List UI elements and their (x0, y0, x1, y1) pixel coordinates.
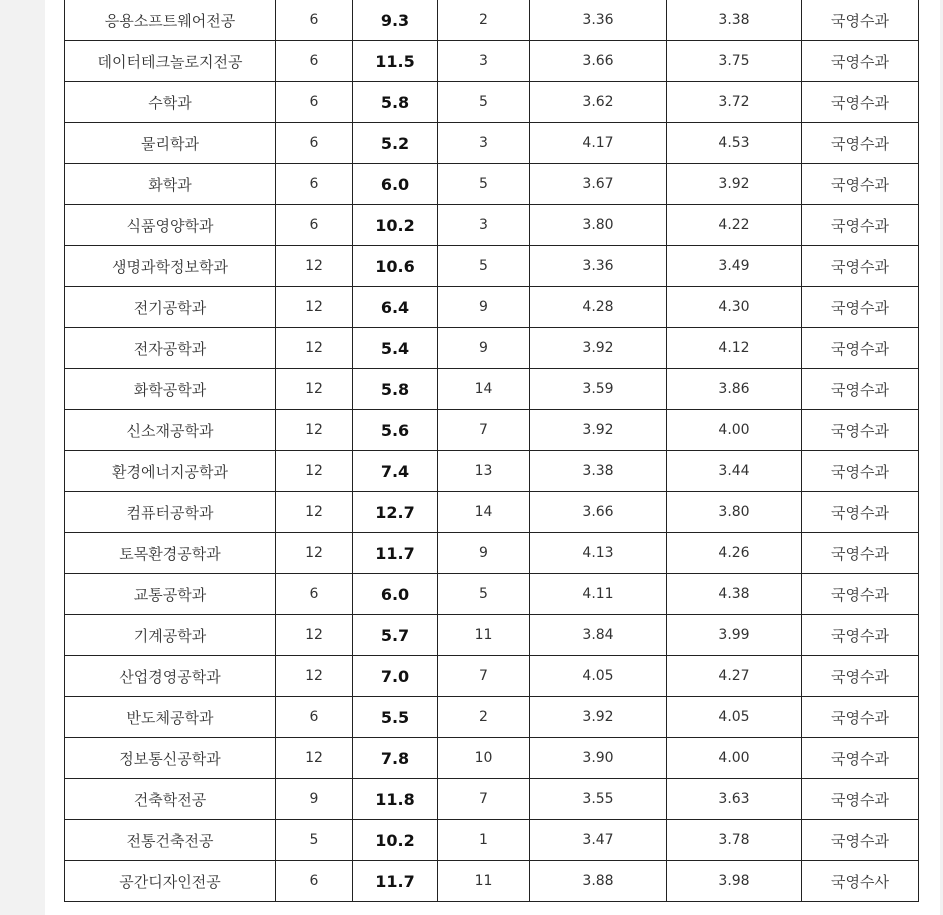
department-cell: 산업경영공학과 (65, 656, 276, 697)
average-grade-cell: 3.92 (530, 328, 667, 369)
competition-ratio-cell: 10.2 (353, 820, 438, 861)
department-cell: 생명과학정보학과 (65, 246, 276, 287)
competition-ratio-cell: 5.4 (353, 328, 438, 369)
waitlist-rank-cell: 9 (438, 287, 530, 328)
waitlist-rank-cell: 5 (438, 574, 530, 615)
cutoff-grade-cell: 3.38 (667, 0, 802, 41)
cutoff-grade-cell: 3.78 (667, 820, 802, 861)
department-cell: 토목환경공학과 (65, 533, 276, 574)
quota-cell: 12 (276, 328, 353, 369)
table-row (65, 820, 919, 861)
cutoff-grade-cell: 4.38 (667, 574, 802, 615)
waitlist-rank-cell: 7 (438, 779, 530, 820)
department-cell: 화학과 (65, 164, 276, 205)
department-cell: 기계공학과 (65, 615, 276, 656)
table-row (65, 328, 919, 369)
department-cell: 응용소프트웨어전공 (65, 0, 276, 41)
cutoff-grade-cell: 3.49 (667, 246, 802, 287)
department-cell: 수학과 (65, 82, 276, 123)
average-grade-cell: 3.88 (530, 861, 667, 902)
table-row (65, 451, 919, 492)
department-cell: 환경에너지공학과 (65, 451, 276, 492)
quota-cell: 6 (276, 82, 353, 123)
table-row (65, 615, 919, 656)
reflected-subjects-cell: 국영수과 (802, 410, 919, 451)
waitlist-rank-cell: 5 (438, 82, 530, 123)
average-grade-cell: 4.13 (530, 533, 667, 574)
waitlist-rank-cell: 1 (438, 820, 530, 861)
waitlist-rank-cell: 2 (438, 697, 530, 738)
reflected-subjects-cell: 국영수과 (802, 41, 919, 82)
reflected-subjects-cell: 국영수과 (802, 615, 919, 656)
table-row (65, 205, 919, 246)
table-row (65, 246, 919, 287)
average-grade-cell: 4.05 (530, 656, 667, 697)
reflected-subjects-cell: 국영수과 (802, 287, 919, 328)
reflected-subjects-cell: 국영수과 (802, 164, 919, 205)
department-cell: 화학공학과 (65, 369, 276, 410)
quota-cell: 6 (276, 861, 353, 902)
cutoff-grade-cell: 3.63 (667, 779, 802, 820)
department-cell: 교통공학과 (65, 574, 276, 615)
table-row (65, 164, 919, 205)
table-row (65, 123, 919, 164)
table-row (65, 779, 919, 820)
waitlist-rank-cell: 10 (438, 738, 530, 779)
average-grade-cell: 3.66 (530, 41, 667, 82)
reflected-subjects-cell: 국영수과 (802, 369, 919, 410)
cutoff-grade-cell: 3.99 (667, 615, 802, 656)
competition-ratio-cell: 5.7 (353, 615, 438, 656)
waitlist-rank-cell: 3 (438, 205, 530, 246)
quota-cell: 6 (276, 164, 353, 205)
average-grade-cell: 3.36 (530, 246, 667, 287)
reflected-subjects-cell: 국영수과 (802, 656, 919, 697)
cutoff-grade-cell: 4.05 (667, 697, 802, 738)
table-body (65, 0, 919, 902)
reflected-subjects-cell: 국영수과 (802, 533, 919, 574)
quota-cell: 6 (276, 205, 353, 246)
quota-cell: 12 (276, 492, 353, 533)
waitlist-rank-cell: 13 (438, 451, 530, 492)
waitlist-rank-cell: 5 (438, 246, 530, 287)
waitlist-rank-cell: 11 (438, 615, 530, 656)
cutoff-grade-cell: 3.80 (667, 492, 802, 533)
competition-ratio-cell: 10.2 (353, 205, 438, 246)
table-row (65, 861, 919, 902)
quota-cell: 6 (276, 574, 353, 615)
table-row (65, 410, 919, 451)
quota-cell: 6 (276, 697, 353, 738)
quota-cell: 12 (276, 451, 353, 492)
reflected-subjects-cell: 국영수과 (802, 0, 919, 41)
department-cell: 데이터테크놀로지전공 (65, 41, 276, 82)
quota-cell: 12 (276, 533, 353, 574)
department-cell: 전자공학과 (65, 328, 276, 369)
table-row (65, 369, 919, 410)
quota-cell: 12 (276, 738, 353, 779)
average-grade-cell: 3.67 (530, 164, 667, 205)
competition-ratio-cell: 5.5 (353, 697, 438, 738)
waitlist-rank-cell: 2 (438, 0, 530, 41)
quota-cell: 6 (276, 123, 353, 164)
waitlist-rank-cell: 7 (438, 410, 530, 451)
competition-ratio-cell: 6.0 (353, 164, 438, 205)
department-cell: 공간디자인전공 (65, 861, 276, 902)
waitlist-rank-cell: 11 (438, 861, 530, 902)
department-cell: 컴퓨터공학과 (65, 492, 276, 533)
waitlist-rank-cell: 3 (438, 41, 530, 82)
quota-cell: 5 (276, 820, 353, 861)
cutoff-grade-cell: 4.12 (667, 328, 802, 369)
cutoff-grade-cell: 4.00 (667, 738, 802, 779)
table-row (65, 574, 919, 615)
cutoff-grade-cell: 3.44 (667, 451, 802, 492)
table-row (65, 287, 919, 328)
competition-ratio-cell: 5.6 (353, 410, 438, 451)
average-grade-cell: 3.55 (530, 779, 667, 820)
cutoff-grade-cell: 4.26 (667, 533, 802, 574)
table-row (65, 492, 919, 533)
table-row (65, 697, 919, 738)
competition-ratio-cell: 6.4 (353, 287, 438, 328)
average-grade-cell: 4.17 (530, 123, 667, 164)
cutoff-grade-cell: 3.86 (667, 369, 802, 410)
cutoff-grade-cell: 3.72 (667, 82, 802, 123)
cutoff-grade-cell: 4.53 (667, 123, 802, 164)
department-cell: 전통건축전공 (65, 820, 276, 861)
average-grade-cell: 3.47 (530, 820, 667, 861)
competition-ratio-cell: 11.7 (353, 861, 438, 902)
waitlist-rank-cell: 7 (438, 656, 530, 697)
average-grade-cell: 3.36 (530, 0, 667, 41)
waitlist-rank-cell: 5 (438, 164, 530, 205)
reflected-subjects-cell: 국영수과 (802, 820, 919, 861)
competition-ratio-cell: 10.6 (353, 246, 438, 287)
admission-results-table (64, 0, 919, 902)
competition-ratio-cell: 11.5 (353, 41, 438, 82)
table-row (65, 0, 919, 41)
reflected-subjects-cell: 국영수과 (802, 451, 919, 492)
average-grade-cell: 3.38 (530, 451, 667, 492)
waitlist-rank-cell: 3 (438, 123, 530, 164)
average-grade-cell: 3.84 (530, 615, 667, 656)
waitlist-rank-cell: 9 (438, 533, 530, 574)
cutoff-grade-cell: 4.00 (667, 410, 802, 451)
reflected-subjects-cell: 국영수과 (802, 123, 919, 164)
department-cell: 반도체공학과 (65, 697, 276, 738)
competition-ratio-cell: 7.0 (353, 656, 438, 697)
reflected-subjects-cell: 국영수과 (802, 246, 919, 287)
quota-cell: 6 (276, 41, 353, 82)
quota-cell: 6 (276, 0, 353, 41)
reflected-subjects-cell: 국영수과 (802, 492, 919, 533)
competition-ratio-cell: 9.3 (353, 0, 438, 41)
reflected-subjects-cell: 국영수과 (802, 738, 919, 779)
average-grade-cell: 3.92 (530, 410, 667, 451)
department-cell: 식품영양학과 (65, 205, 276, 246)
competition-ratio-cell: 12.7 (353, 492, 438, 533)
quota-cell: 12 (276, 615, 353, 656)
cutoff-grade-cell: 3.98 (667, 861, 802, 902)
department-cell: 전기공학과 (65, 287, 276, 328)
quota-cell: 12 (276, 656, 353, 697)
average-grade-cell: 3.80 (530, 205, 667, 246)
reflected-subjects-cell: 국영수사 (802, 861, 919, 902)
quota-cell: 9 (276, 779, 353, 820)
cutoff-grade-cell: 3.75 (667, 41, 802, 82)
competition-ratio-cell: 11.8 (353, 779, 438, 820)
waitlist-rank-cell: 9 (438, 328, 530, 369)
average-grade-cell: 4.11 (530, 574, 667, 615)
quota-cell: 12 (276, 287, 353, 328)
average-grade-cell: 4.28 (530, 287, 667, 328)
cutoff-grade-cell: 4.22 (667, 205, 802, 246)
table-row (65, 82, 919, 123)
table-row (65, 656, 919, 697)
table-row (65, 533, 919, 574)
waitlist-rank-cell: 14 (438, 369, 530, 410)
average-grade-cell: 3.62 (530, 82, 667, 123)
table-row (65, 738, 919, 779)
quota-cell: 12 (276, 369, 353, 410)
competition-ratio-cell: 6.0 (353, 574, 438, 615)
reflected-subjects-cell: 국영수과 (802, 82, 919, 123)
table-row (65, 41, 919, 82)
reflected-subjects-cell: 국영수과 (802, 697, 919, 738)
cutoff-grade-cell: 3.92 (667, 164, 802, 205)
cutoff-grade-cell: 4.27 (667, 656, 802, 697)
competition-ratio-cell: 5.8 (353, 369, 438, 410)
competition-ratio-cell: 7.4 (353, 451, 438, 492)
average-grade-cell: 3.92 (530, 697, 667, 738)
quota-cell: 12 (276, 410, 353, 451)
reflected-subjects-cell: 국영수과 (802, 779, 919, 820)
competition-ratio-cell: 7.8 (353, 738, 438, 779)
department-cell: 물리학과 (65, 123, 276, 164)
quota-cell: 12 (276, 246, 353, 287)
reflected-subjects-cell: 국영수과 (802, 328, 919, 369)
average-grade-cell: 3.66 (530, 492, 667, 533)
waitlist-rank-cell: 14 (438, 492, 530, 533)
department-cell: 정보통신공학과 (65, 738, 276, 779)
cutoff-grade-cell: 4.30 (667, 287, 802, 328)
reflected-subjects-cell: 국영수과 (802, 205, 919, 246)
department-cell: 신소재공학과 (65, 410, 276, 451)
competition-ratio-cell: 5.2 (353, 123, 438, 164)
reflected-subjects-cell: 국영수과 (802, 574, 919, 615)
competition-ratio-cell: 11.7 (353, 533, 438, 574)
competition-ratio-cell: 5.8 (353, 82, 438, 123)
average-grade-cell: 3.59 (530, 369, 667, 410)
department-cell: 건축학전공 (65, 779, 276, 820)
average-grade-cell: 3.90 (530, 738, 667, 779)
